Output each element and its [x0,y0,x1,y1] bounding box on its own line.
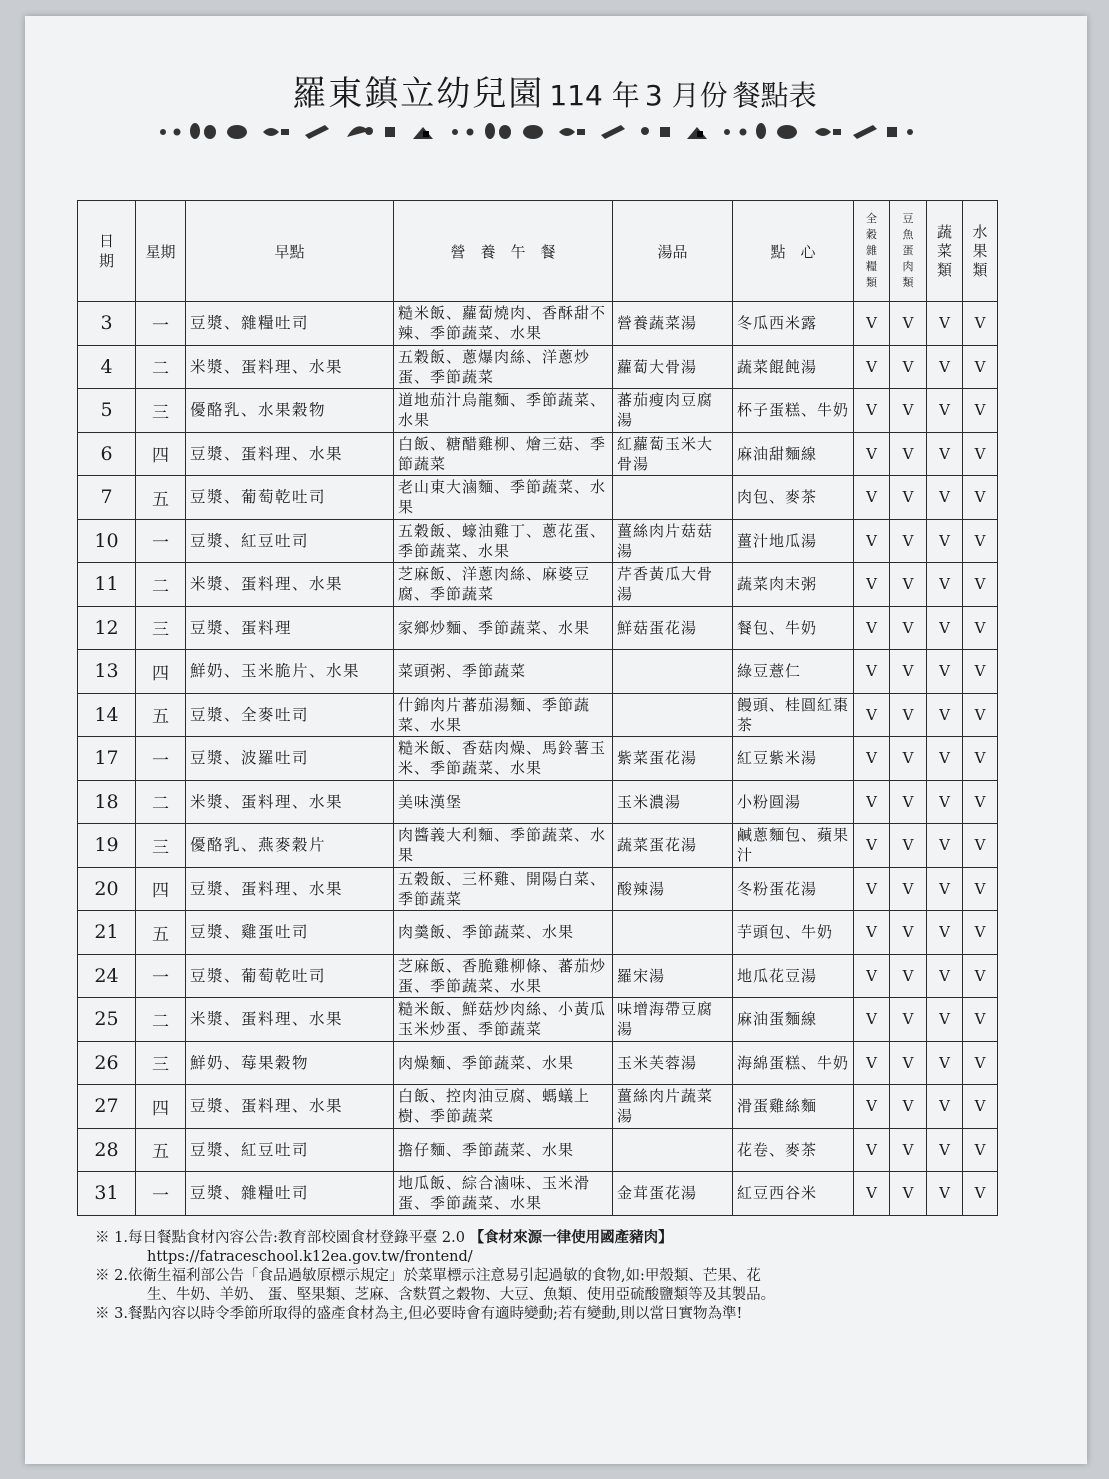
cell-breakfast: 豆漿、蛋料理 [186,606,394,650]
page-title [0,66,1109,115]
header-row [78,201,998,302]
cell-date: 21 [78,911,136,955]
cell-veg-check: V [927,1085,963,1129]
cell-soup [613,911,733,955]
cell-snack: 杯子蛋糕、牛奶 [733,389,854,433]
cell-date: 14 [78,693,136,737]
cell-breakfast: 優酪乳、水果穀物 [186,389,394,433]
cell-fruit-check: V [963,302,998,346]
cell-breakfast: 豆漿、紅豆吐司 [186,519,394,563]
cell-fruit-check: V [963,650,998,694]
header-date-label: 日期 [98,232,114,270]
cell-date: 28 [78,1128,136,1172]
cell-soup: 金茸蛋花湯 [613,1172,733,1216]
cell-veg-check: V [927,737,963,781]
cell-protein-check: V [890,650,927,694]
cell-date: 12 [78,606,136,650]
cell-fruit-check: V [963,1172,998,1216]
cell-weekday: 五 [136,693,186,737]
cell-weekday: 三 [136,824,186,868]
cell-grains-check: V [854,780,890,824]
cell-soup: 芹香黃瓜大骨湯 [613,563,733,607]
cell-lunch: 五穀飯、蔥爆肉絲、洋蔥炒蛋、季節蔬菜 [394,345,613,389]
header-breakfast: 早點 [186,201,394,302]
cell-veg-check: V [927,302,963,346]
menu-table [77,200,998,1216]
cell-veg-check: V [927,345,963,389]
cell-lunch: 地瓜飯、綜合滷味、玉米滑蛋、季節蔬菜、水果 [394,1172,613,1216]
cell-lunch: 美味漢堡 [394,780,613,824]
cell-snack: 紅豆西谷米 [733,1172,854,1216]
header-weekday: 星期 [136,201,186,302]
cell-weekday: 一 [136,519,186,563]
cell-soup: 羅宋湯 [613,954,733,998]
table-row [78,1085,998,1129]
cell-grains-check: V [854,389,890,433]
cell-date: 4 [78,345,136,389]
cell-protein-check: V [890,1172,927,1216]
table-row [78,867,998,911]
cell-veg-check: V [927,606,963,650]
cell-veg-check: V [927,1128,963,1172]
cell-lunch: 肉羹飯、季節蔬菜、水果 [394,911,613,955]
cell-snack: 芋頭包、牛奶 [733,911,854,955]
header-date [78,201,136,302]
cell-snack: 綠豆薏仁 [733,650,854,694]
cell-soup: 營養蔬菜湯 [613,302,733,346]
cell-snack: 饅頭、桂圓紅棗茶 [733,693,854,737]
cell-soup: 鮮菇蛋花湯 [613,606,733,650]
cell-grains-check: V [854,867,890,911]
cell-soup: 薑絲肉片菇菇湯 [613,519,733,563]
header-fruit [963,201,998,302]
cell-grains-check: V [854,1085,890,1129]
cell-date: 13 [78,650,136,694]
note-2-mark: ※ [95,1268,110,1284]
cell-snack: 冬粉蛋花湯 [733,867,854,911]
cell-date: 24 [78,954,136,998]
cell-weekday: 一 [136,737,186,781]
cell-snack: 薑汁地瓜湯 [733,519,854,563]
cell-protein-check: V [890,737,927,781]
cell-snack: 鹹蔥麵包、蘋果汁 [733,824,854,868]
cell-lunch: 白飯、糖醋雞柳、燴三菇、季節蔬菜 [394,432,613,476]
cell-grains-check: V [854,563,890,607]
cell-grains-check: V [854,954,890,998]
cell-weekday: 四 [136,650,186,694]
cell-fruit-check: V [963,911,998,955]
table-row [78,998,998,1042]
cell-weekday: 三 [136,606,186,650]
note-2-cont: 生、牛奶、羊奶、 蛋、堅果類、芝麻、含麩質之穀物、大豆、魚類、使用亞硫酸鹽類等及其製品。 [147,1287,776,1303]
cell-date: 11 [78,563,136,607]
cell-fruit-check: V [963,824,998,868]
cell-fruit-check: V [963,432,998,476]
cell-date: 18 [78,780,136,824]
cell-breakfast: 豆漿、波羅吐司 [186,737,394,781]
cell-fruit-check: V [963,1041,998,1085]
cell-lunch: 五穀飯、三杯雞、開陽白菜、季節蔬菜 [394,867,613,911]
cell-date: 7 [78,476,136,520]
cell-veg-check: V [927,1172,963,1216]
cell-protein-check: V [890,606,927,650]
cell-breakfast: 豆漿、全麥吐司 [186,693,394,737]
cell-soup: 紫菜蛋花湯 [613,737,733,781]
cell-protein-check: V [890,519,927,563]
table-row [78,737,998,781]
table-row [78,650,998,694]
cell-lunch: 糙米飯、香菇肉燥、馬鈴薯玉米、季節蔬菜、水果 [394,737,613,781]
cell-soup: 蘿蔔大骨湯 [613,345,733,389]
cell-breakfast: 米漿、蛋料理、水果 [186,563,394,607]
cell-protein-check: V [890,954,927,998]
cell-date: 27 [78,1085,136,1129]
menu-body [78,302,998,1216]
cell-weekday: 三 [136,389,186,433]
note-1 [95,1228,995,1248]
cell-veg-check: V [927,824,963,868]
table-row [78,1041,998,1085]
cell-weekday: 四 [136,867,186,911]
cell-snack: 小粉圓湯 [733,780,854,824]
cell-grains-check: V [854,824,890,868]
cell-lunch: 芝麻飯、香脆雞柳條、蕃茄炒蛋、季節蔬菜、水果 [394,954,613,998]
table-row [78,606,998,650]
cell-veg-check: V [927,519,963,563]
title-month: 3 月份 [644,79,728,112]
cell-veg-check: V [927,780,963,824]
cell-soup: 紅蘿蔔玉米大骨湯 [613,432,733,476]
cell-soup: 味增海帶豆腐湯 [613,998,733,1042]
cell-weekday: 一 [136,1172,186,1216]
cell-date: 6 [78,432,136,476]
cell-weekday: 五 [136,476,186,520]
cell-date: 20 [78,867,136,911]
note-3 [95,1305,995,1324]
table-row [78,302,998,346]
cell-soup [613,693,733,737]
note-1-mark: ※ [95,1230,110,1246]
cell-fruit-check: V [963,345,998,389]
cell-soup: 玉米芙蓉湯 [613,1041,733,1085]
cell-grains-check: V [854,476,890,520]
cell-breakfast: 米漿、蛋料理、水果 [186,998,394,1042]
cell-lunch: 擔仔麵、季節蔬菜、水果 [394,1128,613,1172]
header-veg-label: 蔬菜類 [936,222,952,279]
note-2 [95,1267,995,1286]
cell-veg-check: V [927,476,963,520]
table-row [78,911,998,955]
cell-lunch: 五穀飯、蠔油雞丁、蔥花蛋、季節蔬菜、水果 [394,519,613,563]
cell-breakfast: 豆漿、雞蛋吐司 [186,911,394,955]
cell-protein-check: V [890,824,927,868]
table-row [78,954,998,998]
cell-protein-check: V [890,867,927,911]
cell-weekday: 二 [136,563,186,607]
cell-fruit-check: V [963,476,998,520]
cell-date: 25 [78,998,136,1042]
cell-snack: 海綿蛋糕、牛奶 [733,1041,854,1085]
cell-soup: 酸辣湯 [613,867,733,911]
cell-soup: 蕃茄瘦肉豆腐湯 [613,389,733,433]
cell-breakfast: 豆漿、雜糧吐司 [186,1172,394,1216]
cell-breakfast: 米漿、蛋料理、水果 [186,345,394,389]
cell-grains-check: V [854,911,890,955]
cell-lunch: 道地茄汁烏龍麵、季節蔬菜、水果 [394,389,613,433]
cell-snack: 滑蛋雞絲麵 [733,1085,854,1129]
cell-lunch: 肉醬義大利麵、季節蔬菜、水果 [394,824,613,868]
cell-grains-check: V [854,650,890,694]
cell-grains-check: V [854,1172,890,1216]
cell-breakfast: 豆漿、蛋料理、水果 [186,867,394,911]
table-row [78,476,998,520]
cell-grains-check: V [854,519,890,563]
cell-soup: 玉米濃湯 [613,780,733,824]
table-row [78,1172,998,1216]
cell-fruit-check: V [963,1128,998,1172]
cell-grains-check: V [854,432,890,476]
cell-breakfast: 鮮奶、莓果穀物 [186,1041,394,1085]
cell-fruit-check: V [963,998,998,1042]
cell-veg-check: V [927,563,963,607]
cell-fruit-check: V [963,867,998,911]
header-grains [854,201,890,302]
cell-grains-check: V [854,345,890,389]
cell-breakfast: 豆漿、葡萄乾吐司 [186,954,394,998]
cell-veg-check: V [927,998,963,1042]
cell-grains-check: V [854,1041,890,1085]
header-soup: 湯品 [613,201,733,302]
cell-veg-check: V [927,911,963,955]
cell-lunch: 家鄉炒麵、季節蔬菜、水果 [394,606,613,650]
cell-snack: 肉包、麥茶 [733,476,854,520]
cell-weekday: 四 [136,432,186,476]
cell-veg-check: V [927,867,963,911]
cell-veg-check: V [927,954,963,998]
cell-soup: 蔬菜蛋花湯 [613,824,733,868]
header-veg [927,201,963,302]
school-name: 羅東鎮立幼兒園 [292,74,545,114]
cell-protein-check: V [890,563,927,607]
cell-lunch: 老山東大滷麵、季節蔬菜、水果 [394,476,613,520]
cell-protein-check: V [890,476,927,520]
cell-weekday: 五 [136,1128,186,1172]
cell-date: 3 [78,302,136,346]
title-doc: 餐點表 [732,79,817,112]
note-2-text: 2.依衛生福利部公告「食品過敏原標示規定」於菜單標示注意易引起過敏的食物,如:甲殼類、芒果、花 [114,1268,761,1284]
cell-lunch: 芝麻飯、洋蔥肉絲、麻婆豆腐、季節蔬菜 [394,563,613,607]
cell-lunch: 肉燥麵、季節蔬菜、水果 [394,1041,613,1085]
header-protein [890,201,927,302]
cell-snack: 蔬菜餛飩湯 [733,345,854,389]
cell-fruit-check: V [963,1085,998,1129]
cell-breakfast: 優酪乳、燕麥穀片 [186,824,394,868]
cell-weekday: 五 [136,911,186,955]
table-row [78,432,998,476]
cell-fruit-check: V [963,606,998,650]
cell-protein-check: V [890,911,927,955]
cell-snack: 蔬菜肉末粥 [733,563,854,607]
cell-veg-check: V [927,389,963,433]
cell-snack: 餐包、牛奶 [733,606,854,650]
cell-protein-check: V [890,345,927,389]
cell-fruit-check: V [963,737,998,781]
cell-soup [613,476,733,520]
cell-date: 31 [78,1172,136,1216]
cell-grains-check: V [854,302,890,346]
cell-protein-check: V [890,693,927,737]
cell-weekday: 二 [136,345,186,389]
cell-breakfast: 豆漿、雜糧吐司 [186,302,394,346]
cell-fruit-check: V [963,389,998,433]
cell-weekday: 三 [136,1041,186,1085]
cell-fruit-check: V [963,780,998,824]
cell-grains-check: V [854,998,890,1042]
table-row [78,345,998,389]
cell-lunch: 糙米飯、蘿蔔燒肉、香酥甜不辣、季節蔬菜、水果 [394,302,613,346]
cell-snack: 麻油蛋麵線 [733,998,854,1042]
note-1-url[interactable]: https://fatraceschool.k12ea.gov.tw/frontend/ [147,1249,473,1265]
cell-protein-check: V [890,998,927,1042]
cell-protein-check: V [890,389,927,433]
table-row [78,693,998,737]
cell-veg-check: V [927,1041,963,1085]
cell-lunch: 白飯、控肉油豆腐、螞蟻上樹、季節蔬菜 [394,1085,613,1129]
title-year: 114 年 [549,79,640,112]
cell-protein-check: V [890,780,927,824]
cell-fruit-check: V [963,519,998,563]
cell-date: 10 [78,519,136,563]
header-protein-label: 豆魚蛋肉類 [902,212,914,289]
cell-date: 17 [78,737,136,781]
cell-protein-check: V [890,1128,927,1172]
cell-breakfast: 豆漿、葡萄乾吐司 [186,476,394,520]
cell-breakfast: 米漿、蛋料理、水果 [186,780,394,824]
cell-soup: 薑絲肉片蔬菜湯 [613,1085,733,1129]
cell-grains-check: V [854,693,890,737]
cell-grains-check: V [854,737,890,781]
note-1-bold: 【食材來源一律使用國產豬肉】 [469,1229,673,1246]
cell-weekday: 二 [136,998,186,1042]
cell-lunch: 糙米飯、鮮菇炒肉絲、小黃瓜玉米炒蛋、季節蔬菜 [394,998,613,1042]
cell-snack: 冬瓜西米露 [733,302,854,346]
table-row [78,824,998,868]
header-lunch: 營 養 午 餐 [394,201,613,302]
cell-weekday: 一 [136,302,186,346]
cell-veg-check: V [927,432,963,476]
table-row [78,519,998,563]
table-row [78,1128,998,1172]
cell-breakfast: 豆漿、蛋料理、水果 [186,432,394,476]
cell-lunch: 什錦肉片蕃茄湯麵、季節蔬菜、水果 [394,693,613,737]
cell-snack: 麻油甜麵線 [733,432,854,476]
cell-grains-check: V [854,606,890,650]
cell-fruit-check: V [963,693,998,737]
cell-fruit-check: V [963,954,998,998]
note-1-text: 1.每日餐點食材內容公告:教育部校園食材登錄平臺 2.0 [114,1230,465,1246]
cell-breakfast: 豆漿、紅豆吐司 [186,1128,394,1172]
cell-snack: 花卷、麥茶 [733,1128,854,1172]
cell-weekday: 一 [136,954,186,998]
cell-soup [613,1128,733,1172]
table-row [78,563,998,607]
footnotes [95,1228,995,1324]
cell-protein-check: V [890,1041,927,1085]
note-3-mark: ※ [95,1306,110,1322]
cell-date: 19 [78,824,136,868]
cell-snack: 地瓜花豆湯 [733,954,854,998]
cell-breakfast: 豆漿、蛋料理、水果 [186,1085,394,1129]
table-row [78,389,998,433]
cell-grains-check: V [854,1128,890,1172]
cell-veg-check: V [927,693,963,737]
header-grains-label: 全穀雜糧類 [866,212,877,289]
cell-date: 5 [78,389,136,433]
cell-weekday: 四 [136,1085,186,1129]
cell-soup [613,650,733,694]
cell-snack: 紅豆紫米湯 [733,737,854,781]
cell-protein-check: V [890,302,927,346]
cell-protein-check: V [890,1085,927,1129]
cell-protein-check: V [890,432,927,476]
cell-weekday: 二 [136,780,186,824]
decorative-border [155,117,915,147]
cell-breakfast: 鮮奶、玉米脆片、水果 [186,650,394,694]
cell-veg-check: V [927,650,963,694]
note-3-text: 3.餐點內容以時令季節所取得的盛產食材為主,但必要時會有適時變動;若有變動,則以當日實物為準! [114,1306,743,1322]
table-row [78,780,998,824]
cell-date: 26 [78,1041,136,1085]
header-fruit-label: 水果類 [972,222,988,279]
cell-fruit-check: V [963,563,998,607]
header-snack: 點 心 [733,201,854,302]
cell-lunch: 菜頭粥、季節蔬菜 [394,650,613,694]
